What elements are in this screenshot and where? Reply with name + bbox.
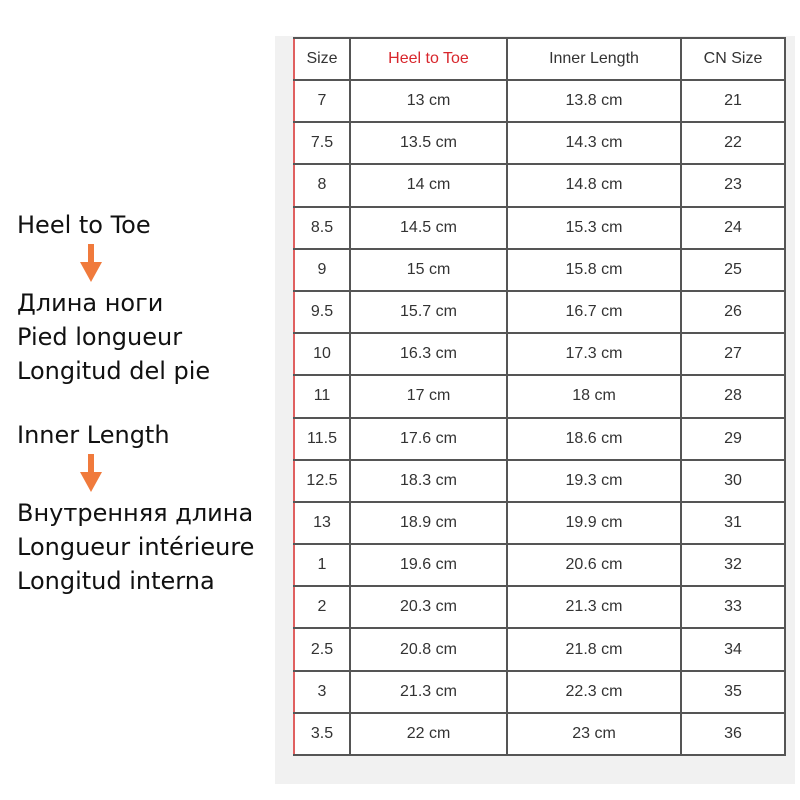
cell-cn: 35: [681, 671, 785, 713]
down-arrow-icon: [80, 244, 102, 282]
cell-cn: 32: [681, 544, 785, 586]
cell-inner: 15.8 cm: [507, 249, 681, 291]
cell-inner: 13.8 cm: [507, 80, 681, 122]
cell-heel: 17 cm: [350, 375, 507, 417]
legend-inner-fr: Longueur intérieure: [17, 533, 255, 561]
cell-inner: 22.3 cm: [507, 671, 681, 713]
table-row: [294, 164, 785, 206]
table-row: [294, 418, 785, 460]
cell-size: 2.5: [294, 628, 350, 670]
cell-heel: 15.7 cm: [350, 291, 507, 333]
table-row: [294, 207, 785, 249]
cell-cn: 21: [681, 80, 785, 122]
cell-cn: 26: [681, 291, 785, 333]
cell-cn: 33: [681, 586, 785, 628]
legend-inner-es: Longitud interna: [17, 567, 215, 595]
header-inner-length: Inner Length: [507, 38, 681, 80]
cell-size: 7: [294, 80, 350, 122]
cell-inner: 19.9 cm: [507, 502, 681, 544]
table-row: [294, 249, 785, 291]
cell-size: 3.5: [294, 713, 350, 755]
table-row: [294, 502, 785, 544]
header-heel-to-toe: Heel to Toe: [350, 38, 507, 80]
cell-inner: 14.3 cm: [507, 122, 681, 164]
cell-size: 11.5: [294, 418, 350, 460]
cell-cn: 28: [681, 375, 785, 417]
cell-size: 11: [294, 375, 350, 417]
table-row: [294, 291, 785, 333]
cell-heel: 20.3 cm: [350, 586, 507, 628]
cell-heel: 14 cm: [350, 164, 507, 206]
cell-cn: 31: [681, 502, 785, 544]
cell-size: 2: [294, 586, 350, 628]
cell-inner: 19.3 cm: [507, 460, 681, 502]
cell-size: 8.5: [294, 207, 350, 249]
header-cn-size: CN Size: [681, 38, 785, 80]
cell-cn: 25: [681, 249, 785, 291]
table-row: [294, 80, 785, 122]
cell-heel: 20.8 cm: [350, 628, 507, 670]
cell-cn: 27: [681, 333, 785, 375]
size-chart-table: [293, 37, 786, 756]
cell-size: 9: [294, 249, 350, 291]
header-size: Size: [294, 38, 350, 80]
cell-size: 12.5: [294, 460, 350, 502]
cell-heel: 16.3 cm: [350, 333, 507, 375]
cell-heel: 21.3 cm: [350, 671, 507, 713]
cell-cn: 22: [681, 122, 785, 164]
legend-heel-es: Longitud del pie: [17, 357, 211, 385]
cell-size: 1: [294, 544, 350, 586]
cell-inner: 14.8 cm: [507, 164, 681, 206]
table-header-row: [294, 38, 785, 80]
cell-inner: 23 cm: [507, 713, 681, 755]
cell-heel: 19.6 cm: [350, 544, 507, 586]
legend-heel-heading: Heel to Toe: [17, 211, 151, 239]
cell-size: 7.5: [294, 122, 350, 164]
cell-heel: 13 cm: [350, 80, 507, 122]
table-row: [294, 122, 785, 164]
cell-size: 9.5: [294, 291, 350, 333]
cell-heel: 17.6 cm: [350, 418, 507, 460]
cell-size: 3: [294, 671, 350, 713]
cell-inner: 20.6 cm: [507, 544, 681, 586]
measurement-legend: [17, 208, 277, 598]
down-arrow-icon: [80, 454, 102, 492]
table-row: [294, 544, 785, 586]
cell-cn: 36: [681, 713, 785, 755]
cell-cn: 23: [681, 164, 785, 206]
cell-cn: 34: [681, 628, 785, 670]
table-row: [294, 460, 785, 502]
cell-heel: 13.5 cm: [350, 122, 507, 164]
cell-heel: 15 cm: [350, 249, 507, 291]
legend-heel-ru: Длина ноги: [17, 289, 164, 317]
legend-inner-ru: Внутренняя длина: [17, 499, 254, 527]
legend-inner-heading: Inner Length: [17, 421, 170, 449]
cell-cn: 30: [681, 460, 785, 502]
cell-inner: 16.7 cm: [507, 291, 681, 333]
cell-size: 8: [294, 164, 350, 206]
cell-heel: 18.3 cm: [350, 460, 507, 502]
cell-size: 10: [294, 333, 350, 375]
cell-inner: 21.3 cm: [507, 586, 681, 628]
cell-heel: 22 cm: [350, 713, 507, 755]
cell-inner: 18 cm: [507, 375, 681, 417]
table-row: [294, 586, 785, 628]
cell-inner: 21.8 cm: [507, 628, 681, 670]
cell-inner: 18.6 cm: [507, 418, 681, 460]
table-row: [294, 375, 785, 417]
cell-cn: 29: [681, 418, 785, 460]
table-row: [294, 333, 785, 375]
table-row: [294, 628, 785, 670]
legend-heel-fr: Pied longueur: [17, 323, 183, 351]
cell-inner: 15.3 cm: [507, 207, 681, 249]
cell-heel: 14.5 cm: [350, 207, 507, 249]
cell-size: 13: [294, 502, 350, 544]
cell-inner: 17.3 cm: [507, 333, 681, 375]
table-row: [294, 671, 785, 713]
cell-cn: 24: [681, 207, 785, 249]
cell-heel: 18.9 cm: [350, 502, 507, 544]
table-row: [294, 713, 785, 755]
